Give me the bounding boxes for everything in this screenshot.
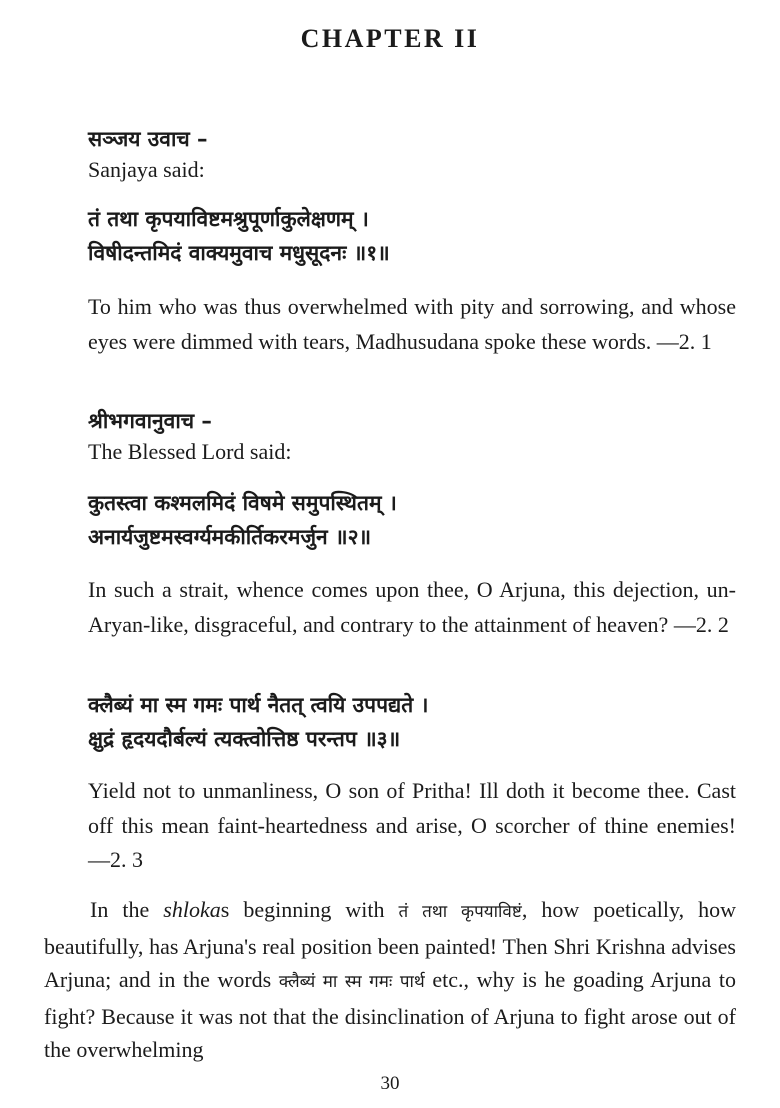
page-number: 30 [380,1073,400,1094]
translation-3: Yield not to unmanliness, O son of Pritha! Ill doth it become thee. Cast off this mean faint-heartedness and arise, O scorcher of thine enemies! —2. 3 [88,778,736,872]
speaker-english: The Blessed Lord said: [88,439,292,464]
commentary-text: , how poetically, how beautifully, has Arjuna's real position been painted! Then Shri Krishna advises Arjuna; and in the words [44,897,737,992]
translation-1: To him who was thus overwhelmed with pity and sorrowing, and whose eyes were dimmed with tears, Madhusudana spoke these words. —2. 1 [88,294,736,354]
speaker-block-sanjaya [88,124,736,186]
verse-2 [88,486,736,554]
verse-line: तं तथा कृपयाविष्टमश्रुपूर्णाकुलेक्षणम् । [88,207,369,231]
italic-term: shloka [163,897,221,922]
verse-line: कुतस्त्वा कश्मलमिदं विषमे समुपस्थितम् । [88,491,397,515]
speaker-block-lord [88,406,736,468]
speaker-english: Sanjaya said: [88,157,205,182]
sanskrit-quote: क्लैब्यं मा स्म गमः पार्थ [278,972,425,992]
verse-line: विषीदन्तमिदं वाक्यमुवाच मधुसूदनः ॥१॥ [88,241,390,265]
verse-line: क्षुद्रं हृदयदौर्बल्यं त्यक्त्वोत्तिष्ठ परन्तप ॥३॥ [88,727,401,751]
translation-2: In such a strait, whence comes upon thee, O Arjuna, this dejection, un-Aryan-like, disgraceful, and contrary to the attainment of heaven? —2. 2 [88,577,736,637]
speaker-sanskrit: श्रीभगवानुवाच – [88,409,212,433]
commentary-text: s beginning with [220,897,399,922]
commentary-text: In the [90,897,164,922]
verse-1 [88,202,736,270]
chapter-heading: CHAPTER II [300,24,480,53]
commentary-paragraph [44,893,736,1067]
speaker-sanskrit: सञ्जय उवाच – [88,127,208,151]
sanskrit-quote: तं तथा कृपयाविष्टं [398,902,522,922]
commentary-text: etc., why is he goading Arjuna to fight? Because it was not that the disinclination of Arjuna to fight arose out of the overwhelming [44,967,736,1062]
verse-line: अनार्यजुष्टमस्वर्ग्यमकीर्तिकरमर्जुन ॥२॥ [88,525,372,549]
verse-line: क्लैब्यं मा स्म गमः पार्थ नैतत् त्वयि उपपद्यते । [88,693,429,717]
verse-3 [88,688,736,756]
